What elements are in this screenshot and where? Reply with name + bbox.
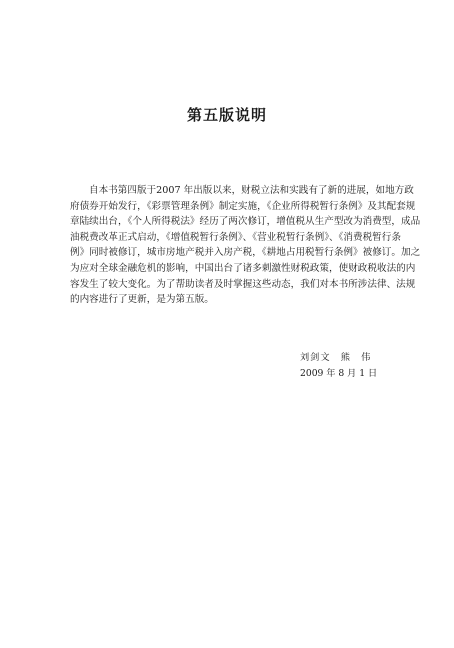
body-line: 为应对全球金融危机的影响，中国出台了诸多刺激性财税政策，使财政税收法的内 [70, 262, 416, 274]
signature-date: 2009 年 8 月 1 日 [300, 368, 378, 379]
body-line: 的内容进行了更新，是为第五版。 [70, 294, 214, 306]
signature-block [300, 350, 380, 382]
body-line: 府债券开始发行，《彩票管理条例》制定实施，《企业所得税暂行条例》及其配套规 [70, 200, 416, 212]
body-line: 容发生了较大变化。为了帮助读者及时掌握这些动态，我们对本书所涉法律、法规 [70, 278, 416, 290]
signature-authors: 刘剑文 熊 伟 [300, 352, 372, 363]
body-line: 自本书第四版于2007 年出版以来，财税立法和实践有了新的进展，如地方政 [89, 185, 414, 196]
preface-body [70, 183, 421, 308]
page-title: 第五版说明 [186, 106, 267, 124]
body-line: 章陆续出台，《个人所得税法》经历了两次修订，增值税从生产型改为消费型，成品 [70, 216, 421, 228]
body-line: 例》同时被修订，城市房地产税并入房产税，《耕地占用税暂行条例》被修订。加之 [70, 247, 421, 259]
body-line: 油税费改革正式启动，《增值税暂行条例》、《营业税暂行条例》、《消费税暂行条 [70, 231, 401, 243]
